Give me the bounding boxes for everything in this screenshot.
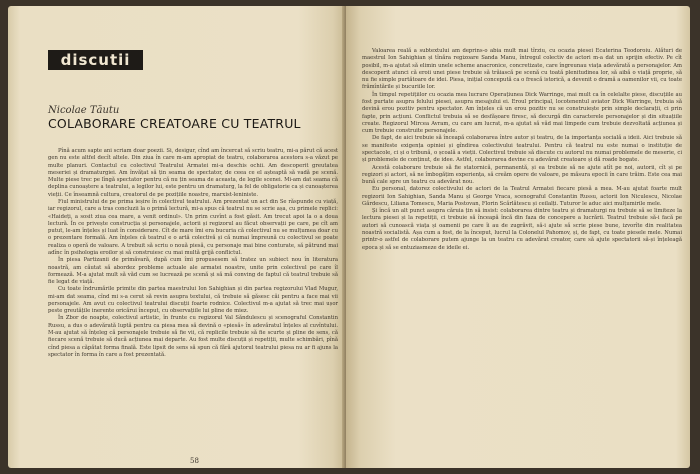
paragraph: În piesa Partizanii de primăvară, după cum îmi propusesem să tratez un subiect nou în literatura noastră, am căutat să abordez probleme actuale ale armatei noastre, unite prin colectivul pe care îl formează. M-a ajutat mult să văd cum se lucrează pe scenă și să mă conving de faptul că teatrul trebuie să fie legat de viață. [48,257,338,286]
paragraph: Valoarea reală a subtextului am deprins-o abia mult mai tîrziu, cu ocazia piesei Ecaterina Teodoroiu. Alături de maestrul Ion Sahighian și tînăra regizoare Sanda Manu, întregul colectiv de actori m-a dat un sprijin efectiv. Pe cît posibil, m-a ajutat să elimin unele scheme anacronice, concretizate, care îngreunau viața adevărată a personajelor. Am descoperit atunci că eroii unei piese trebuie să trăiască pe scenă cu toată plenitudinea lor, să aibă o viață proprie, să nu fie simple purtătoare de idei. Piesa, inițial concepută ca o frescă istorică, a devenit o dramă a oamenilor vii, cu toate frămîntările și bucuriile lor. [362,48,682,91]
author-name: Nicolae Tăutu [48,105,120,116]
article-title: COLABORARE CREATOARE CU TEATRUL [48,116,301,131]
left-body-text [48,148,338,450]
right-page [346,6,690,468]
section-heading: discutii [48,50,143,70]
paragraph: Eu personal, datorez colectivului de actori de la Teatrul Armatei fiecare piesă a mea. M-au ajutat foarte mult regizorii Ion Sahighian, Sanda Manu și George Vraca, scenograful Constantin Russu, actorii Ion Niculescu, Nicolae Gărdescu, Liliana Tomescu, Maria Postovan, Florin Scărlătescu și ceilalți. Tuturor le aduc aici mulțumirile mele. [362,186,682,207]
left-page [8,6,346,468]
paragraph: Cu toate îndrumările primite din partea maestrului Ion Sahighian și din partea regizorului Vlad Mugur, mi-am dat seama, cînd mi s-a cerut să revin asupra textului, că trebuie să găsesc căi pentru a face mai vii personajele. Am avut cu colectivul teatrului discuții foarte rodnice. Colectivul m-a ajutat să trec mai ușor peste greutățile inerente oricărui început, cu observațiile lui pline de miez. [48,286,338,315]
right-body-text [362,48,682,452]
page-number: 58 [190,457,199,465]
paragraph: Acestă colaborare trebuie să fie statornică, permanentă, și ea trebuie să ne ajute atît pe noi, autorii, cît și pe regizori și actori, să ne îmbogățim experiența, să creăm opere de valoare, pe măsura epocii în care trăim. Este cea mai bună cale spre un teatru cu adevărat nou. [362,164,682,186]
paragraph: Și încă un alt punct asupra căruia țin să insist: colaborarea dintre teatru și dramaturgi nu trebuie să se limiteze la lectura piesei și la repetiții, ci trebuie să înceapă încă din faza de concepere a lucrării. Teatrul trebuie să-i facă pe autori să cunoască viața și oamenii pe care îi au de zugrăvit, să-i ajute să scrie piese bune, izvorîte din realitatea noastră socialistă. Așa cum a fost, de la început, lucrul la Colonelul Pahomov, și, de fapt, cu toate piesele mele. Numai printr-o astfel de colaborare putem ajunge la un teatru cu adevărat creator, care să ajute spectatorii să-și înțeleagă epoca și să se entuziasmeze de ideile ei. [362,208,682,251]
paragraph: Fiul ministrului de pe prima ieșire în colectivul teatrului. Am prezentat un act din Se răspunde cu viață, iar regizorul, care a tras concluzii la o primă lectură, mi-a spus că teatrul nu se scrie așa, cu primele replici: «Haideți, a sosit ziua cea mare, a venit ordinul». Un prim cuvînt a fost găsit. Am trecut apoi la o a doua lectură. În ce privește construcția și personajele, actorii și regizorul au făcut observații pe care, pe cît am putut, le-am înțeles și luat în considerare. Cît de mare îmi era bucuria că colectivul nu se mulțumea doar cu o prezentare formală. Am înțeles că teatrul e o artă colectivă și că numai împreună cu colectivul se poate realiza o operă de valoare. A trebuit să scriu o nouă piesă, cu personaje mai bine conturate, să pătrund mai adînc în psihologia eroilor și să construiesc cu mai multă grijă conflictul. [48,198,338,256]
paragraph: Pînă acum sapte ani scriam doar poezii. Si, desigur, cînd am încercat să scriu teatru, mi-a părut că acest gen nu este altfel decît altele. Din ziua în care m-am apropiat de teatru, colaborarea acestora s-a văzut pe multe planuri. Contactul cu colectivul Teatrului Armatei mi-a deschis ochii. Am descoperit greutatea meseriei și dramaturgiei. Am învățat să țin seama de spectator, de ceea ce el așteaptă să vadă pe scenă. Multe piese trec pe lîngă spectator pentru că nu țin seama de aceasta, de legile scenei. Mi-am dat seama că deplina cunoaștere a teatrului, a legilor lui, este pentru un dramaturg, la fel de obligatorie ca și cunoașterea vieții. Ce înseamnă cultura, creatorul de pe pozițiile noastre, marxist-leniniste. [48,148,338,198]
paragraph: În Zbor de noapte, colectivul artistic, în frunte cu regizorul Val Săndulescu și scenograful Constantin Russu, a dus o adevărată luptă pentru ca piesa mea să devină o «piesă» în adevăratul înțeles al cuvîntului. M-au ajutat să înțeleg că personajele trebuie să fie vii, că replicile trebuie să fie scurte și pline de sens, că fiecare scenă trebuie să ducă acțiunea mai departe. Au fost multe discuții și repetiții, multe schimbări, pînă cînd piesa a căpătat forma finală. Este lipsit de sens să spun că fără ajutorul teatrului piesa nu ar fi ajuns la spectator în forma în care a fost prezentată. [48,315,338,358]
paragraph: De fapt, de aici trebuie să înceapă colaborarea între autor și teatru, de la importanța socială a ideii. Aici trebuie să se manifeste exigența opiniei și gîndirea colectivului teatrului. Pentru că teatrul nu este numai o instituție de spectacole, ci și o tribună, o școală a vieții. Colectivul trebuie să discute cu autorul nu numai problemele de meserie, ci și problemele de conținut, de idee. Astfel, colaborarea devine cu adevărat creatoare și dă roade bogate. [362,135,682,164]
paragraph: În timpul repetițiilor cu ocazia mea lucrare Operațiunea Dick Warringe, mai mult ca în celelalte piese, discuțiile au fost purtate asupra felului piesei, asupra mesajului ei. Eroul principal, locotenentul aviator Dick Warringe, trebuia să devină erou pozitiv pentru spectator. Am înțeles că un erou pozitiv nu se construiește prin simple declarații, ci prin fapte, prin acțiuni. Conflictul trebuia să se desfășoare firesc, să decurgă din caracterele personajelor și din situațiile create. Regizorul Mircea Avram, cu care am lucrat, m-a ajutat să văd mai limpede cum trebuie dezvoltată acțiunea și cum trebuie construite personajele. [362,91,682,135]
